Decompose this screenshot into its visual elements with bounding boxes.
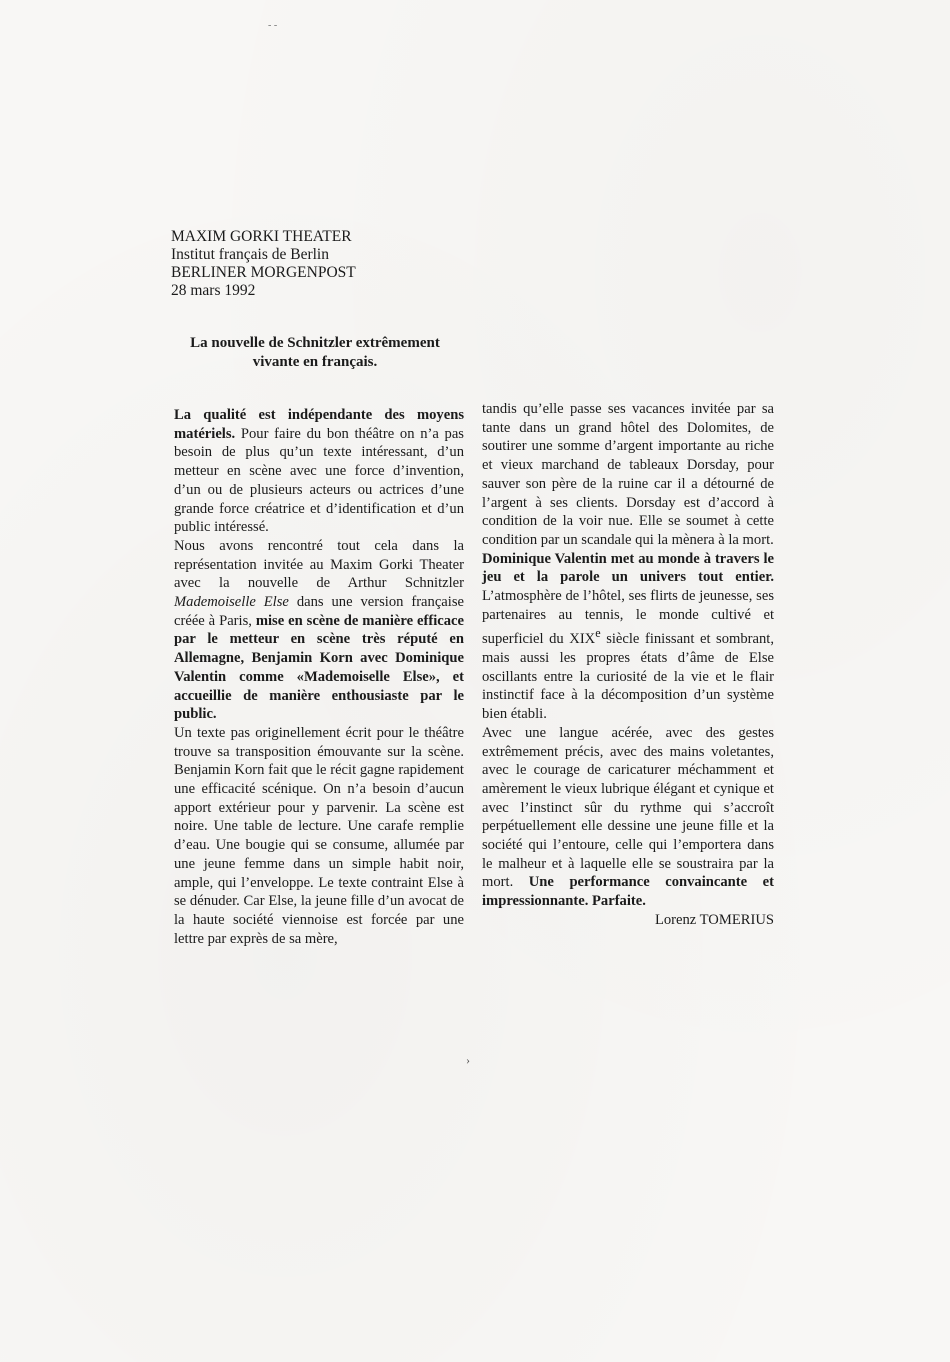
- right-p3-bold: Une performance convaincante et impressionnante. Parfaite.: [482, 874, 774, 910]
- header-newspaper: BERLINER MORGENPOST: [171, 264, 356, 281]
- left-paragraph-2: [174, 537, 464, 724]
- header-theater: MAXIM GORKI THEATER: [171, 228, 352, 245]
- left-p2-text-a: Nous avons rencontré tout cela dans la représentation invitée au Maxim Gorki Theater avec la nouvelle de Arthur Schnitzler: [174, 537, 464, 592]
- article-column-left: [174, 406, 464, 948]
- right-paragraph-3: [482, 724, 774, 911]
- source-header: [171, 228, 356, 300]
- left-p1-text: Pour faire du bon théâtre on n’a pas besoin de plus qu’un texte intéressant, d’un metteur en scène avec une force d’invention, d’un ou de plusieurs acteurs ou actrices d’une grande force créatrice et d’identification et d’un public intéressé.: [174, 425, 464, 536]
- header-institute: Institut français de Berlin: [171, 246, 329, 263]
- right-p2-text-b: siècle finissant et sombrant, mais aussi les propres états d’âme de Else oscillants entre la curiosité de la vie et le flair instinctif face à la décomposition d’un système bien établi.: [482, 631, 775, 723]
- scan-mark-bottom: ›: [466, 1053, 470, 1067]
- right-p2-text-a: L’atmosphère de l’hôtel, ses flirts de jeunesse, ses partenaires au tennis, le monde cultivé et superficiel du XIX: [482, 588, 774, 648]
- author-signature: Lorenz TOMERIUS: [654, 911, 774, 928]
- left-p1-lead: La qualité est indépendante des moyens matériels.: [174, 407, 464, 442]
- scan-mark-top: - -: [268, 20, 278, 31]
- left-p2-text-b: dans une version française créée à Paris,: [174, 594, 464, 629]
- right-p2-lead: Dominique Valentin met au monde à travers le jeu et la parole un univers tout entier.: [482, 550, 774, 586]
- left-p2-title: Mademoiselle Else: [174, 594, 289, 611]
- left-paragraph-1: [174, 406, 464, 537]
- article-column-right: [482, 400, 774, 930]
- headline-line-2: vivante en français.: [252, 354, 378, 370]
- right-paragraph-2: [482, 550, 774, 724]
- header-date: 28 mars 1992: [171, 282, 256, 299]
- headline-line-1: La nouvelle de Schnitzler extrêmement: [190, 335, 440, 351]
- right-p2-sup: e: [595, 626, 601, 641]
- right-p3-text: Avec une langue acérée, avec des gestes extrêmement précis, avec des mains voletantes, avec le courage de caricaturer méchamment et amèrement le vieux lubrique élégant et cynique et avec l’instinct sûr du rythme qui s’accroît perpétuellement elle dessine une jeune fille et la société qui l’entoure, celle qui l’emportera dans le malheur et à laquelle elle se soustraira par la mort.: [482, 724, 774, 891]
- article-headline: [160, 334, 470, 372]
- right-paragraph-1: tandis qu’elle passe ses vacances invitée par sa tante dans un grand hôtel des Dolomites, de soutirer une somme d’argent importante au riche et vieux marchand de tableaux Dorsday, pour sauver son père de la ruine car il a détourné de l’argent à ses clients. Dorsday est d’accord à condition de la voir nue. Elle se soumet à cette condition par un scandale qui la mènera à la mort.: [482, 401, 774, 548]
- left-p2-bold: mise en scène de manière efficace par le metteur en scène très réputé en Allemagne, Benjamin Korn avec Dominique Valentin comme «Mademoiselle Else», et accueillie de manière enthousiaste par le public.: [174, 612, 464, 723]
- left-paragraph-3: Un texte pas originellement écrit pour le théâtre trouve sa transposition émouvante sur la scène. Benjamin Korn fait que le récit gagne rapidement une efficacité scénique. On n’a besoin d’aucun apport extérieur pour y parvenir. La scène est noire. Une table de lecture. Une carafe remplie d’eau. Une bougie qui se consume, allumée par une jeune femme dans un simple habit noir, ample, qui l’enveloppe. Le texte contraint Else à se dénuder. Car Else, la jeune fille d’un avocat de la haute société viennoise est forcée par une lettre par exprès de sa mère,: [174, 724, 464, 947]
